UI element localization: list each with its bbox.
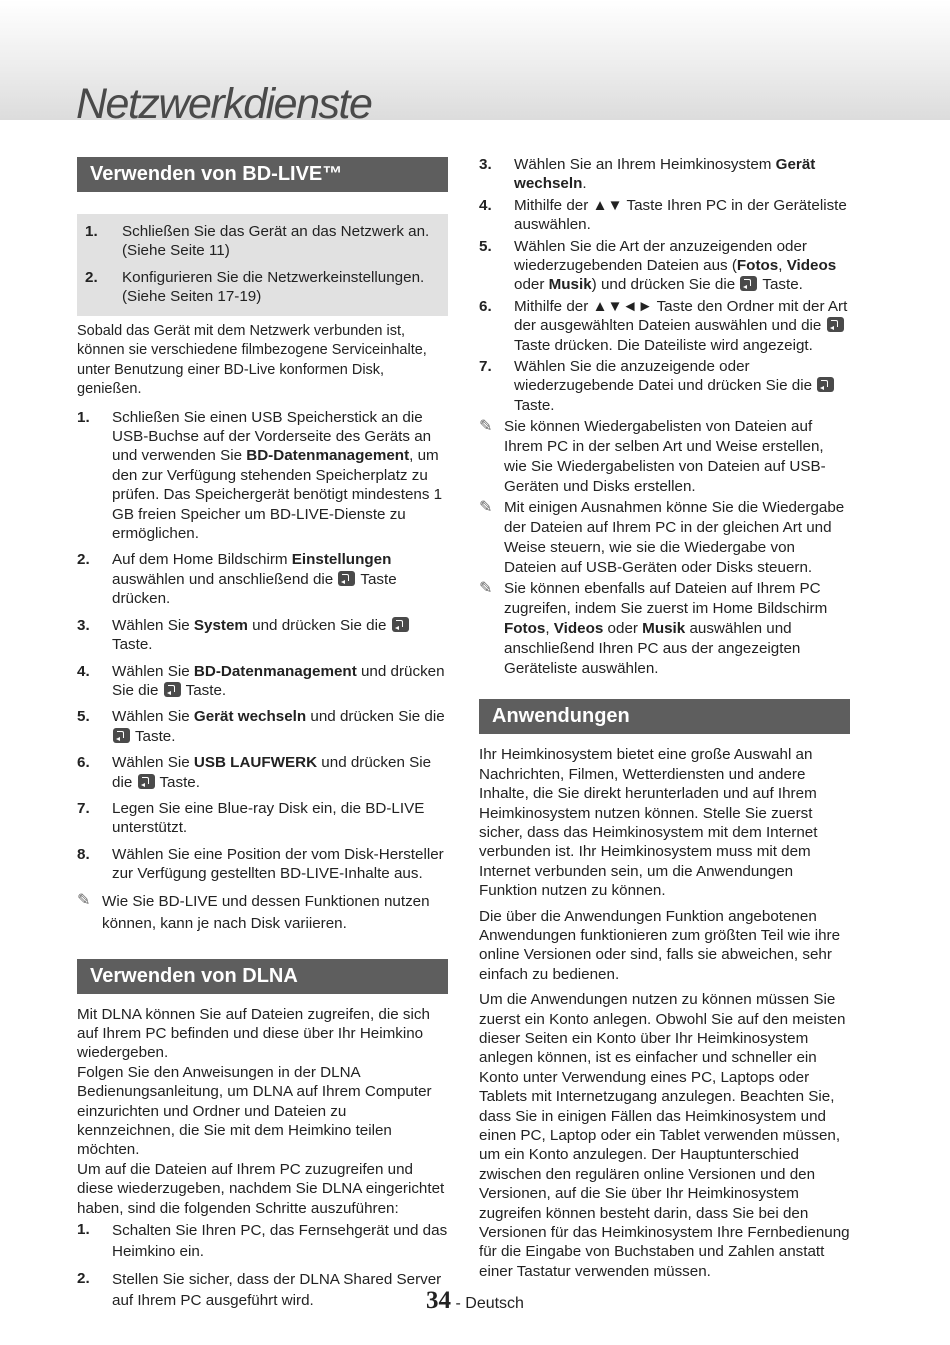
- note-pencil-icon: ✎: [77, 891, 91, 909]
- dlna-paragraph: Folgen Sie den Anweisungen in der DLNA Bedienungsanleitung, um DLNA auf Ihrem Computer einzurichten und Ordner und Dateien zu kennzeichnen, die Sie mit dem Heimkino teilen möchten.: [77, 1063, 432, 1159]
- list-item: 3. Wählen Sie an Ihrem Heimkinosystem Gerät wechseln.: [479, 156, 816, 193]
- list-item: 2. Auf dem Home Bildschirm Einstellungen auswählen und anschließend die Taste drücken.: [77, 551, 397, 608]
- list-item: 1. Schließen Sie einen USB Speicherstick an die USB-Buchse auf der Vorderseite des Geräts an und verwenden Sie BD-Datenmanagement, um den zur Verfügung stehenden Speicherplatz zu prüfen. Das Speichergerät benötigt mindestens 1 GB freien Speicher um BD-LIVE-Dienste zu ermöglichen.: [77, 408, 443, 543]
- note-pencil-icon: ✎: [479, 499, 493, 517]
- list-item: 2. Stellen Sie sicher, dass der DLNA Shared Server auf Ihrem PC ausgeführt wird.: [77, 1270, 442, 1310]
- list-item: 4. Wählen Sie BD-Datenmanagement und drücken Sie die Taste.: [77, 662, 445, 699]
- list-item: 6. Mithilfe der ▲▼◄► Taste den Ordner mit der Art der ausgewählten Dateien auswählen und die Taste drücken. Die Dateiliste wird angezeigt.: [479, 297, 848, 354]
- footer-language: - Deutsch: [455, 1295, 524, 1312]
- list-item: 5. Wählen Sie die Art der anzuzeigenden oder wiederzugebenden Dateien aus (Fotos, Videos oder Musik) und drücken Sie die Taste.: [479, 237, 837, 294]
- enter-key-icon: [817, 377, 834, 392]
- list-item: 5. Wählen Sie Gerät wechseln und drücken Sie die Taste.: [77, 708, 445, 745]
- note: ✎ Wie Sie BD-LIVE und dessen Funktionen nutzen können, kann je nach Disk variieren.: [77, 891, 448, 935]
- bdlive-intro: Sobald das Gerät mit dem Netzwerk verbunden ist, können sie verschiedene filmbezogene Serviceinhalte, unter Benutzung einer BD-Live konformen Disk, genießen.: [77, 322, 427, 398]
- section-heading-dlna: Verwenden von DLNA: [77, 959, 448, 994]
- note: ✎ Sie können Wiedergabelisten von Dateien auf Ihrem PC in der selben Art und Weise erstellen, wie Sie Wiedergabelisten von Dateien auf USB-Geräten und Disks erstellen.: [479, 418, 826, 496]
- note: ✎ Sie können ebenfalls auf Dateien auf Ihrem PC zugreifen, indem Sie zuerst im Home Bildschirm Fotos, Videos oder Musik auswählen und anschließend Ihren PC aus der angezeigten Geräteliste auswählen.: [479, 580, 828, 678]
- list-item: 7. Wählen Sie die anzuzeigende oder wiederzugebende Datei und drücken Sie die Taste.: [479, 357, 850, 415]
- enter-key-icon: [113, 728, 130, 743]
- section-heading-apps: Anwendungen: [479, 699, 850, 734]
- list-item: 6. Wählen Sie USB LAUFWERK und drücken Sie die Taste.: [77, 754, 432, 791]
- list-item: 4. Mithilfe der ▲▼ Taste Ihren PC in der Geräteliste auswählen.: [479, 196, 847, 234]
- note-pencil-icon: ✎: [479, 418, 493, 436]
- dlna-steps-right: [479, 155, 850, 415]
- enter-key-icon: [338, 571, 355, 586]
- list-item: 8. Wählen Sie eine Position der vom Disk-Hersteller zur Verfügung gestellten BD-LIVE-Inhalte aus.: [77, 845, 444, 883]
- prerequisite-box: [77, 214, 448, 316]
- enter-key-icon: [740, 276, 757, 291]
- apps-paragraph: Um die Anwendungen nutzen zu können müssen Sie zuerst ein Konto anlegen. Obwohl Sie auf den meisten dieser Seiten ein Konto über Ihr Heimkinosystem anlegen können, ist es einfacher und schneller ein Konto unter Verwendung eines PC, Laptops oder Tablets mit Internetzugang anzulegen. Beachten Sie, dass Sie in einigen Fällen das Heimkinosystem und einen PC, Laptop oder ein Tablet verwenden müssen, um ein Konto anzulegen. Der Hauptunterschied zwischen den regulären online Versionen und den Versionen, auf die Sie über Ihr Heimkinosystem zugreifen können besteht darin, dass Sie bei den Versionen für das Heimkinosystem Ihre Fernbedienung für die Eingabe von Buchstaben und Zahlen anstatt einer Tastatur verwenden müssen.: [479, 991, 850, 1280]
- page-number: 34: [426, 1287, 452, 1314]
- list-item: 1. Schließen Sie das Gerät an das Netzwerk an. (Siehe Seite 11): [85, 223, 430, 260]
- page-title: Netzwerkdienste: [76, 80, 372, 128]
- enter-key-icon: [392, 617, 409, 632]
- left-column: [77, 155, 448, 1318]
- note: ✎ Mit einigen Ausnahmen könne Sie die Wiedergabe der Dateien auf Ihrem PC in der gleichen Art und Weise steuern, wie sie die Wiedergabe von Dateien auf USB-Geräten oder Disks steuern.: [479, 499, 845, 577]
- right-column: [479, 155, 850, 1287]
- list-item: 7. Legen Sie eine Blue-ray Disk ein, die BD-LIVE unterstützt.: [77, 799, 425, 837]
- enter-key-icon: [138, 774, 155, 789]
- dlna-paragraph: Mit DLNA können Sie auf Dateien zugreifen, die sich auf Ihrem PC befinden und diese über Ihr Heimkino wiedergeben.: [77, 1005, 430, 1062]
- list-item: 2. Konfigurieren Sie die Netzwerkeinstellungen. (Siehe Seiten 17-19): [85, 268, 425, 306]
- note-pencil-icon: ✎: [479, 580, 493, 598]
- list-item: 1. Schalten Sie Ihren PC, das Fernsehgerät und das Heimkino ein.: [77, 1221, 448, 1261]
- apps-paragraph: Die über die Anwendungen Funktion angebotenen Anwendungen funktionieren zum größten Teil wie ihre online Versionen oder sind, falls sie abweichen, sehr einfach zu bedienen.: [479, 907, 841, 983]
- enter-key-icon: [164, 682, 181, 697]
- apps-paragraph: Ihr Heimkinosystem bietet eine große Auswahl an Nachrichten, Filmen, Wetterdiensten und andere Inhalte, die Sie direkt herunterladen und auf Ihrem Heimkinosystem nutzen können. Stelle Sie zuerst sicher, dass das Heimkinosystem mit dem Internet verbunden ist. Ihr Heimkinosystem muss mit dem Internet verbunden sein, um die Anwendungen Funktion nutzen zu können.: [479, 746, 818, 900]
- dlna-paragraph: Um auf die Dateien auf Ihrem PC zuzugreifen und diese wiederzugeben, nachdem Sie DLNA eingerichtet haben, sind die folgenden Schritte auszuführen:: [77, 1160, 445, 1217]
- list-item: 3. Wählen Sie System und drücken Sie die Taste.: [77, 616, 448, 655]
- section-heading-bdlive: Verwenden von BD-LIVE™: [77, 157, 448, 192]
- page-footer: [0, 1287, 950, 1315]
- bdlive-steps: [77, 408, 448, 884]
- enter-key-icon: [827, 317, 844, 332]
